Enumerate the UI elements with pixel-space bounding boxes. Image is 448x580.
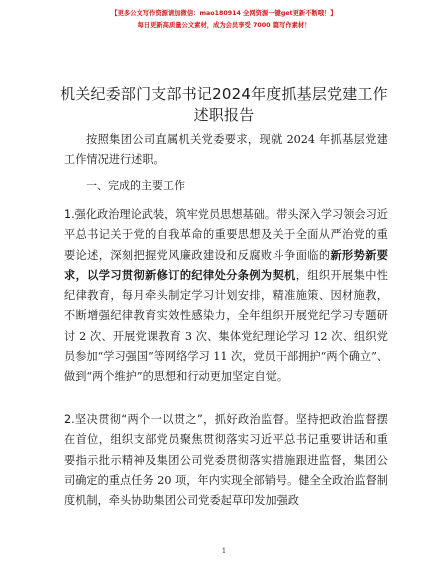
intro-paragraph (64, 130, 388, 171)
paragraph-2 (64, 410, 388, 511)
paragraph-1-text-b: ，组织开展集中性纪律教育，每月牵头制定学习计划安排，精准施策、因材施教，不断增强纪律教育实效性感染力，全年组织开展党纪学习专题研讨 2 次、开展党课教育 3 次、集体党纪理论学习 12 次、组织党员参加“学习强国”等网络学习 11 次，党员干部拥护“两个确立”、做到“两个维护”的思想和行动更加坚定自觉。 (64, 268, 388, 384)
intro-text: 按照集团公司直属机关党委要求，现就 2024 年抓基层党建工作情况进行述职。 (64, 133, 388, 167)
paragraph-1-text-a: 带头深入学习领会习近平总书记关于党的自我革命的重要思想及关于全面从严治党的重要论述，深刻把握党风廉政建设和反腐败斗争面临的 (64, 208, 388, 262)
page-number: 1 (221, 547, 227, 555)
section-heading: 一、完成的主要工作 (86, 179, 185, 192)
paragraph-1 (64, 205, 388, 388)
paragraph-1-emphasis: 新形势新要求，以学习贯彻新修订的纪律处分条例为契机 (64, 248, 388, 282)
paragraph-1-lead: 1.强化政治理论武装，筑牢党员思想基础。 (64, 208, 277, 221)
document-title: 机关纪委部门支部书记2024年度抓基层党建工作述职报告 (60, 85, 388, 124)
promo-banner-line-2: 每日更新高质量公文素材，成为会员享受 7000 篇写作素材！ (137, 22, 311, 29)
promo-banner-line-1: 【更多公文写作资源请加微信：mao180914 全网资源一键get更新不断哦！】 (111, 10, 337, 17)
paragraph-2-lead: 2.坚决贯彻“两个一以贯之”，抓好政治监督。 (64, 413, 296, 426)
paragraph-2-text: 坚持把政治监督摆在首位，组织支部党员聚焦贯彻落实习近平总书记重要讲话和重要指示批示精神及集团公司党委贯彻落实措施跟进监督，集团公司确定的重点任务 20 项，年内实现全部销号。健全全政治监督制度机制，牵头协助集团公司党委起草印发加强政 (64, 413, 388, 508)
promo-banner (0, 8, 448, 32)
